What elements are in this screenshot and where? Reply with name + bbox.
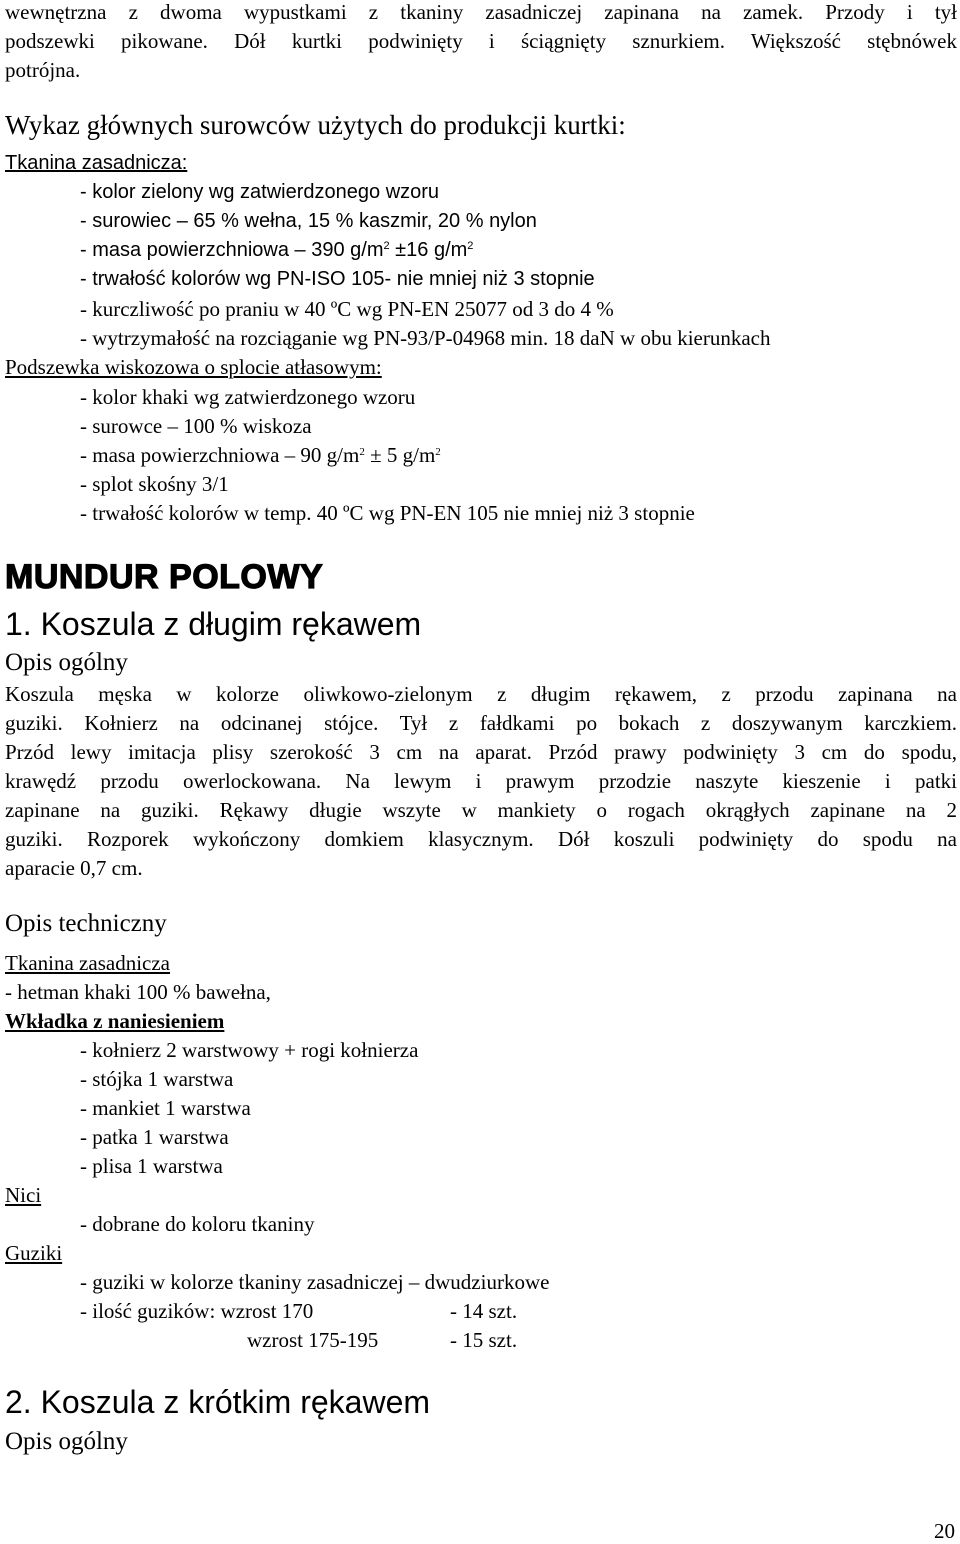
shirt1-general-line: Przód lewy imitacja plisy szerokość 3 cm na aparat. Przód prawy podwinięty 3 cm do spodu, <box>5 740 957 764</box>
page-number: 20 <box>934 1519 955 1543</box>
insert-item: - plisa 1 warstwa <box>80 1154 223 1178</box>
button-count-170: - 14 szt. <box>450 1299 518 1323</box>
button-count-label: - ilość guzików: wzrost 170 <box>80 1299 314 1323</box>
buttons-title: Guziki <box>5 1241 63 1265</box>
shirt2-title: 2. Koszula z krótkim rękawem <box>5 1384 431 1420</box>
shirt1-general-line: zapinane na guziki. Rękawy długie wszyte w mankiety o rogach okrągłych zapinane na 2 <box>5 798 957 822</box>
insert-item: - mankiet 1 warstwa <box>80 1096 251 1120</box>
fabric-item: - hetman khaki 100 % bawełna, <box>5 980 271 1004</box>
shirt1-general-line: Koszula męska w kolorze oliwkowo-zielonym z długim rękawem, z przodu zapinana na <box>5 682 957 706</box>
main-fabric-mass: - masa powierzchniowa – 390 $g/m^2 \pm 16$ $g/m^2$ <box>80 239 474 261</box>
shirt1-general-line: aparacie 0,7 cm. <box>5 856 143 880</box>
shirt1-title: 1. Koszula z długim rękawem <box>5 606 422 642</box>
buttons-item: - guziki w kolorze tkaniny zasadniczej – dwudziurkowe <box>80 1270 550 1294</box>
main-fabric-item: - trwałość kolorów wg PN-ISO 105- nie mniej niż 3 stopnie <box>80 268 595 290</box>
main-fabric-title: Tkanina zasadnicza: <box>5 152 188 174</box>
insert-item: - stójka 1 warstwa <box>80 1067 234 1091</box>
main-fabric-item: - kolor zielony wg zatwierdzonego wzoru <box>80 181 440 203</box>
main-fabric-item: - surowiec – 65 % wełna, 15 % kaszmir, 20 % nylon <box>80 210 537 232</box>
lining-title: Podszewka wiskozowa o splocie atłasowym: <box>5 355 382 379</box>
main-fabric-item: - kurczliwość po praniu w 40 ºC wg PN-EN 25077 od 3 do 4 % <box>80 297 614 321</box>
intro-line-1: wewnętrzna z dwoma wypustkami z tkaniny zasadniczej zapinana na zamek. Przody i tył <box>5 0 957 24</box>
thread-title: Nici <box>5 1183 42 1207</box>
intro-line-3: potrójna. <box>5 58 81 82</box>
shirt1-general-heading: Opis ogólny <box>5 649 128 676</box>
button-count-175: - 15 szt. <box>450 1328 518 1352</box>
button-size-label-2: wzrost 175-195 <box>247 1328 379 1352</box>
shirt1-general-line: krawędź przodu owerlockowana. Na lewym i prawym przodzie naszyte kieszenie i patki <box>5 769 957 793</box>
lining-item: - surowce – 100 % wiskoza <box>80 414 312 438</box>
lining-item: - kolor khaki wg zatwierdzonego wzoru <box>80 385 416 409</box>
main-fabric-item: - wytrzymałość na rozciąganie wg PN-93/P-04968 min. 18 daN w obu kierunkach <box>80 326 771 350</box>
lining-item: - splot skośny 3/1 <box>80 472 229 496</box>
shirt2-general-heading: Opis ogólny <box>5 1428 128 1455</box>
insert-item: - patka 1 warstwa <box>80 1125 229 1149</box>
fabric-title: Tkanina zasadnicza <box>5 951 170 975</box>
shirt1-general-line: guziki. Rozporek wykończony domkiem klasycznym. Dół koszuli podwinięty do spodu na <box>5 827 957 851</box>
thread-item: - dobrane do koloru tkaniny <box>80 1212 315 1236</box>
shirt1-general-line: guziki. Kołnierz na odcinanej stójce. Tył z fałdkami po bokach z doszywanym karczkiem. <box>5 711 957 735</box>
section-title: MUNDUR POLOWY <box>5 558 324 596</box>
lining-item: - trwałość kolorów w temp. 40 ºC wg PN-EN 105 nie mniej niż 3 stopnie <box>80 501 695 525</box>
shirt1-technical-heading: Opis techniczny <box>5 910 167 937</box>
intro-line-2: podszewki pikowane. Dół kurtki podwinięty i ściągnięty sznurkiem. Większość stębnówek <box>5 29 957 53</box>
materials-heading: Wykaz głównych surowców użytych do produkcji kurtki: <box>5 110 626 140</box>
insert-item: - kołnierz 2 warstwowy + rogi kołnierza <box>80 1038 419 1062</box>
insert-title: Wkładka z naniesieniem <box>5 1009 225 1033</box>
lining-mass: - masa powierzchniowa – 90 $g/m^2 \pm 5$ $g/m^2$ <box>80 443 441 467</box>
